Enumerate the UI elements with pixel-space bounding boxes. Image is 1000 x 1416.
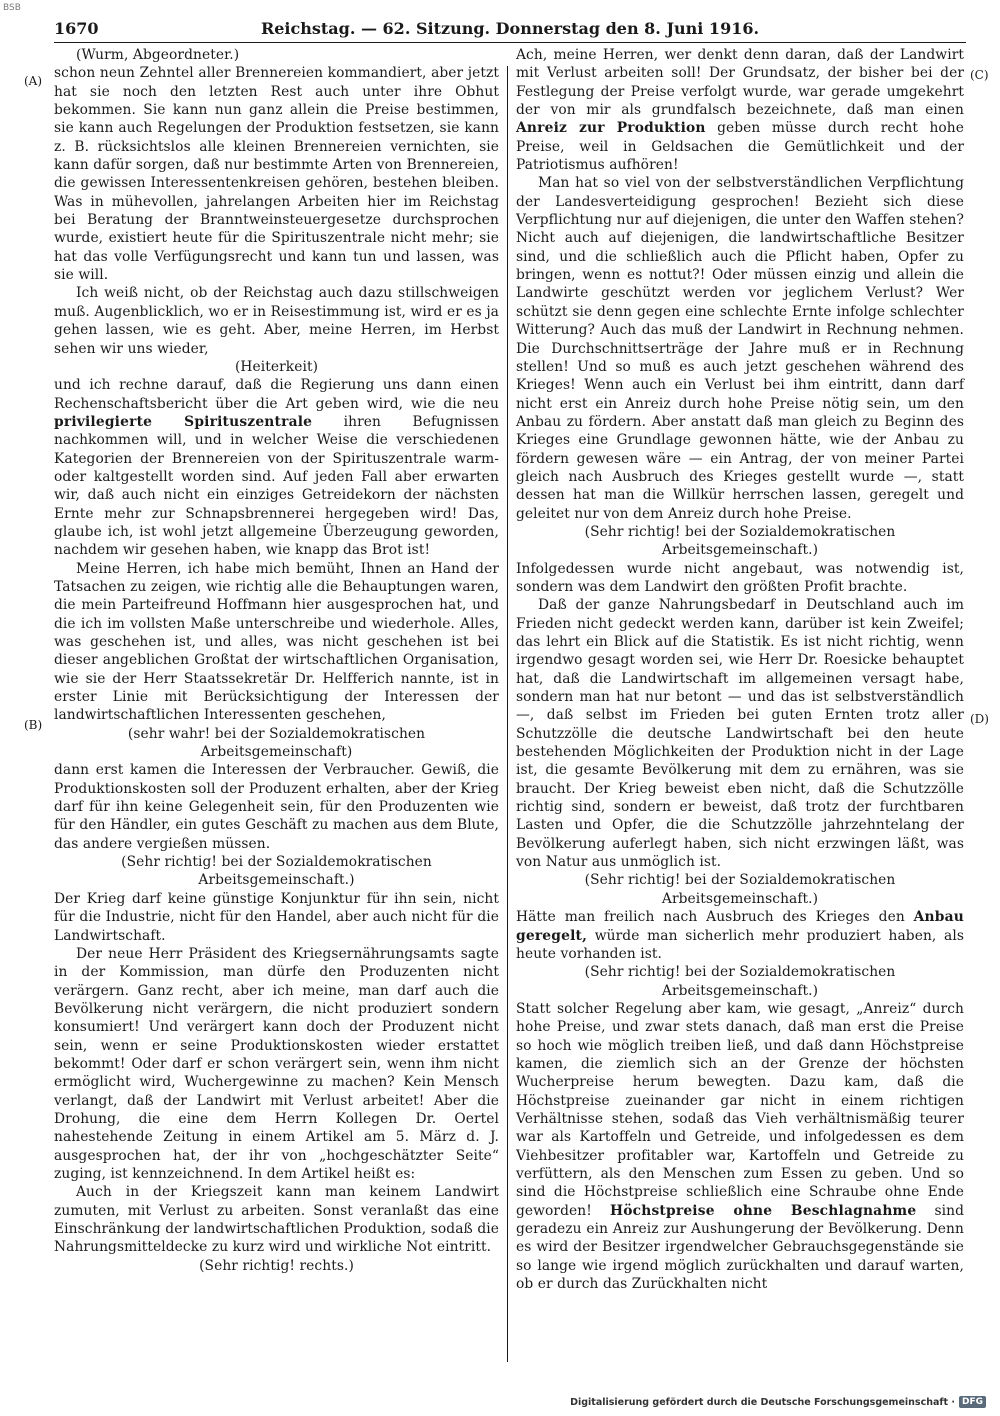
paragraph [516, 46, 964, 174]
library-mark: BSB [3, 3, 21, 13]
text-span: Statt solcher Regelung aber kam, wie gesagt, „Anreiz“ durch hohe Preise, und zwar stets danach, daß man erst die Preise so hoch wie möglich treiben ließ, und daß dann Höchstpreise kamen, die ziemlich sich an der Grenze der höchsten Wucherpreise herum bewegten. Dazu kam, daß die Höchstpreise zueinander gar nicht in einem richtigen Verhältnisse stehen, sodaß das Vieh verhältnismäßig teurer war als Kartoffeln und Getreide, und infolgedessen es dem Viehbesitzer profitabler war, Kartoffeln und Getreide zu verfüttern, als den Menschen zum Essen zu geben. Und so sind die Höchstpreise schließlich eine Schraube ohne Ende geworden! [516, 1000, 964, 1219]
interjection: (Sehr richtig! bei der Sozialdemokratischen Arbeitsgemeinschaft.) [584, 964, 896, 999]
paragraph: Daß der ganze Nahrungsbedarf in Deutschland auch im Frieden nicht gedeckt werden kann, darüber ist kein Zweifel; das lehrt ein Blick auf die Statistik. Es ist nicht richtig, wenn irgendwo gesagt worden sei, wie Herr Dr. Roesicke behauptet hat, daß die Landwirtschaft im allgemeinen versagt habe, sondern man hat nur betont — und das ist selbstverständlich —, daß selbst im Frieden bei guten Ernten trotz aller Schutzzölle die deutsche Landwirtschaft bei den heute bestehenden Möglichkeiten der Produktion nicht in der Lage ist, die gesamte Bevölkerung mit dem zu ernähren, was sie braucht. Der Krieg beweist eben nicht, daß die Schutzzölle richtig sind, sondern er beweist, daß trotz der furchtbaren Lasten und Opfer, die die Schutzzölle jahrzehntelang der Bevölkerung auferlegt haben, sich nicht erzwingen läßt, was von Natur aus unmöglich ist. [516, 597, 964, 871]
paragraph: Man hat so viel von der selbstverständlichen Verpflichtung der Landesverteidigung gesprochen! Bezieht sich diese Verpflichtung nur auf diejenigen, die unter den Waffen stehen? Nicht auch auf diejenigen, die landwirtschaftliche Besitzer sind, und die schließlich auch die Pflicht haben, Opfer zu bringen, wenn es nottut?! Oder müssen einzig und allein die Landwirte geschützt werden vor jeglichem Verlust? Wer schützt sie denn gegen eine schlechte Ernte infolge schlechter Witterung? Auch das muß der Landwirt in Rechnung nehmen. Die Durchschnittserträge der Jahre muß er in Rechnung stellen! Und so muß es auch jetzt geschehen während des Krieges! Wenn auch ein Verlust bei ihm eintritt, dann darf nicht erst ein Anreiz durch hohe Preise nötig sein, um den Anbau zu fördern. Aber anstatt daß man gleich zu Beginn des Krieges eine Grundlage gewonnen hätte, wie der Anbau zu fördern gewesen wäre — ein Antrag, der von meiner Partei gleich nach Ausbruch des Krieges gestellt wurde —, statt dessen hat man die Willkür herrschen lassen, geregelt und geleitet nur von dem Anreiz durch hohe Preise. [516, 175, 964, 522]
paragraph: Meine Herren, ich habe mich bemüht, Ihnen an Hand der Tatsachen zu zeigen, wie richtig alle die Behauptungen waren, die mein Parteifreund Hoffmann hier ausgesprochen hat, und die ich im vollsten Maße unterschreibe und wiederhole. Alles, was geschehen ist, und alles, was nicht geschehen ist bei dieser angeblichen Großtat der wirtschaftlichen Organisation, wie sie der Herr Staatssekretär Dr. Helfferich nannte, ist in erster Linie mit Berücksichtigung der Interessen der landwirtschaftlichen Interessenten geschehen, [54, 560, 499, 724]
paragraph: Der Krieg darf keine günstige Konjunktur für ihn sein, nicht für die Industrie, nicht für den Handel, aber auch nicht für die Landwirtschaft. [54, 890, 499, 944]
interjection: (Heiterkeit) [234, 358, 319, 375]
paragraph: Infolgedessen wurde nicht angebaut, was notwendig ist, sondern was dem Landwirt den größten Profit brachte. [516, 560, 964, 595]
text-span: sind geradezu ein Anreiz zur Aushungerung der Bevölkerung. Denn es wird der Besitzer irgendwelcher Gebrauchsgegenstände sie so lange wie irgend möglich zurückhalten und darauf warten, ob er durch das Zurückhalten nicht [516, 1202, 964, 1293]
margin-mark-d: (D) [970, 712, 989, 726]
left-column [54, 46, 499, 1275]
emphasis: Anreiz zur Produktion [516, 120, 706, 137]
emphasis: Höchstpreise ohne Beschlagnahme [610, 1202, 917, 1219]
speaker-line: (Wurm, Abgeordneter.) [76, 47, 240, 63]
margin-mark-c: (C) [970, 68, 989, 82]
text-span: Hätte man freilich nach Ausbruch des Krieges den [516, 909, 905, 926]
paragraph: Ich weiß nicht, ob der Reichstag auch dazu stillschweigen muß. Augenblicklich, wo er in Reisestimmung ist, wird er es ja gehen lassen, wie es geht. Aber, meine Herren, im Herbst sehen wir uns wieder, [54, 285, 499, 357]
interjection: (Sehr richtig! rechts.) [199, 1257, 354, 1274]
right-column [516, 46, 964, 1293]
paragraph [54, 376, 499, 559]
quotation: Auch in der Kriegszeit kann man keinem Landwirt zumuten, mit Verlust zu arbeiten. Sonst veranlaßt das eine Einschränkung der landwirtschaftlichen Produktion, sodaß die Nahrungsmitteldecke zu kurz wird und wirkliche Not eintritt. [54, 1184, 499, 1256]
interjection: (sehr wahr! bei der Sozialdemokratischen Arbeitsgemeinschaft) [127, 725, 426, 761]
paragraph: dann erst kamen die Interessen der Verbraucher. Gewiß, die Produktionskosten soll der Produzent erhalten, aber der Krieg darf für ihn keine Gelegenheit sein, für den Produzenten wie für den Händler, ein gutes Geschäft zu machen aus dem Blute, das andere vergießen müssen. [54, 762, 499, 852]
text-span: Ach, meine Herren, wer denkt denn daran, daß der Landwirt mit Verlust arbeiten soll! Der Grundsatz, der bisher bei der Festlegung der Preise verfolgt wurde, war gerade umgekehrt der von mir als grundfalsch bezeichnete, daß man einen [516, 47, 964, 119]
paragraph: schon neun Zehntel aller Brennereien kommandiert, aber jetzt hat sie noch den letzten Rest auch unter ihre Obhut bekommen. Sie kann nun ganz allein die Preise bestimmen, sie kann auch Regelungen der Produktion festsetzen, sie kann z. B. rücksichtslos alle kleinen Brennereien vernichten, sie kann dafür sorgen, daß nur bestimmte Arten von Brennereien, die gewissen Interessentenkreisen gehören, bestehen bleiben. Was in mühevollen, jahrelangen Arbeiten hier im Reichstag bei Beratung der Branntweinsteuergesetze durchsprochen wurde, existiert heute für die Spirituszentrale nicht mehr; sie hat das volle Verfügungsrecht und kann tun und lassen, was sie will. [54, 65, 499, 284]
paragraph: Der neue Herr Präsident des Kriegsernährungsamts sagte in der Kommission, man dürfe den Produzenten nicht verärgern. Ganz recht, aber ich meine, man darf auch die Bevölkerung nicht verärgern, die nicht produziert sondern konsumiert! Und verärgert kann doch der Produzent nicht sein, wenn er seine Produktionskosten wieder erstattet bekommt! Oder darf er schon verärgert sein, wenn ihm nicht ermöglicht wird, Wuchergewinne zu machen? Kein Mensch verlangt, daß der Landwirt mit Verlust arbeitet! Aber die Drohung, die eine dem Herrn Kollegen Dr. Oertel nahestehende Zeitung in einem Artikel am 5. März d. J. ausgesprochen hat, der ihr von „hochgeschätzter Seite“ zuging, ist kennzeichnend. In dem Artikel heißt es: [54, 945, 499, 1182]
interjection: (Sehr richtig! bei der Sozialdemokratischen Arbeitsgemeinschaft.) [121, 854, 432, 889]
paragraph [516, 908, 964, 963]
emphasis: Anbau geregelt, [516, 909, 964, 944]
page-number: 1670 [54, 19, 99, 38]
footer-text: Digitalisierung gefördert durch die Deutsche Forschungsgemeinschaft · [570, 1396, 955, 1408]
margin-mark-a: (A) [24, 74, 43, 88]
emphasis: privilegierte Spirituszentrale [54, 413, 313, 430]
digitization-footer [570, 1394, 986, 1410]
text-span: würde man sicherlich mehr produziert haben, als heute vorhanden ist. [516, 927, 965, 962]
paragraph [516, 1000, 964, 1294]
text-span: ihren Befugnissen nachkommen will, und in welcher Weise die verschiedenen Kategorien der Brennereien von der Spirituszentrale warm- oder kaltgestellt worden sind. Auf jeden Fall aber erwarten wir, daß auch nicht ein einziges Getreidekorn der nächsten Ernte mehr zur Schnapsbrennerei hergegeben wird! Das, glaube ich, ist wohl jetzt allgemeine Überzeugung geworden, nachdem wir gesehen haben, wie knapp das Brot ist! [54, 413, 499, 559]
interjection: (Sehr richtig! bei der Sozialdemokratischen Arbeitsgemeinschaft.) [584, 872, 896, 907]
page-header [54, 18, 966, 43]
text-span: geben müsse durch recht hohe Preise, weil in Geldsachen die Gemütlichkeit und der Patriotismus aufhören! [516, 120, 965, 174]
text-span: und ich rechne darauf, daß die Regierung uns dann einen Rechenschaftsbericht über die Art geben wird, wie die neu [54, 377, 499, 412]
column-divider [507, 66, 508, 1362]
margin-mark-b: (B) [24, 718, 43, 732]
interjection: (Sehr richtig! bei der Sozialdemokratischen Arbeitsgemeinschaft.) [584, 523, 896, 559]
dfg-logo-icon: DFG [959, 1396, 986, 1408]
running-title: Reichstag. — 62. Sitzung. Donnerstag den 8. Juni 1916. [260, 19, 760, 38]
